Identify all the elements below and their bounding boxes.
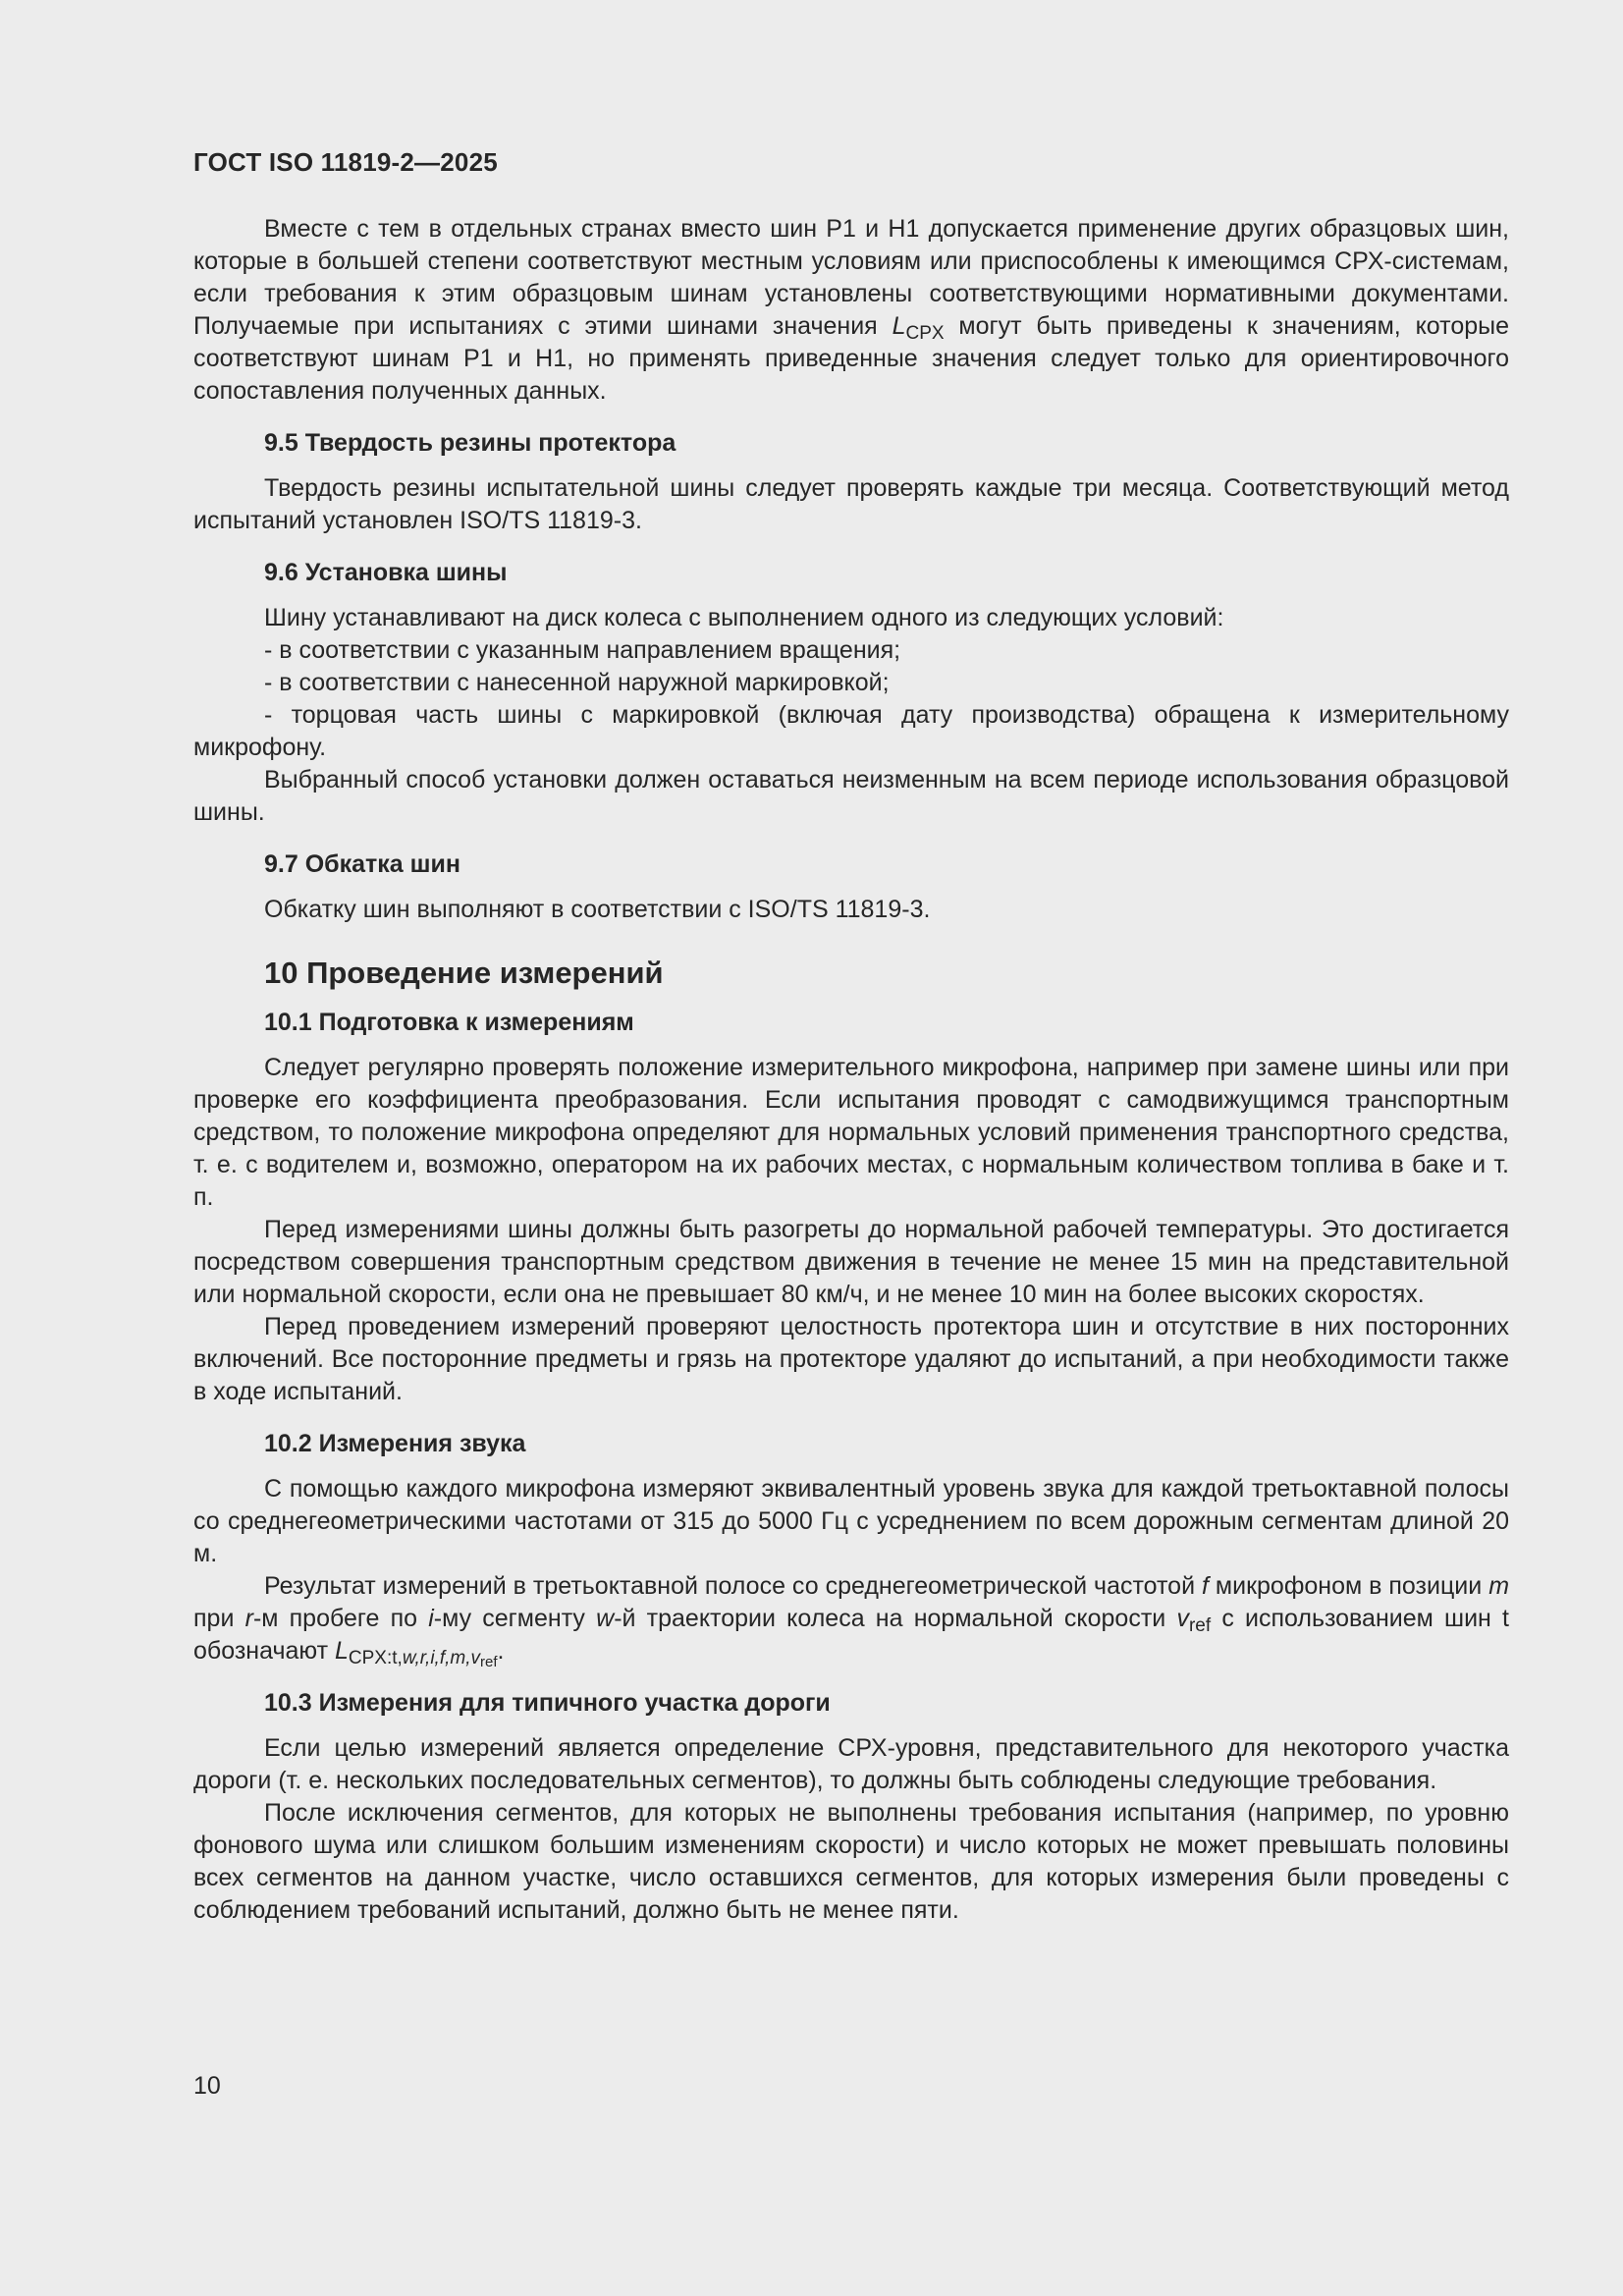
paragraph-10-3-1: Если целью измерений является определение СРХ-уровня, представительного для некоторого участка дороги (т. е. нескольких последовательных сегментов), то должны быть соблюдены следующие требования. [193, 1734, 1509, 1794]
list-item: - торцовая часть шины с маркировкой (включая дату производства) обращена к измерительному микрофону. [193, 701, 1509, 761]
subscript-ref: ref [480, 1654, 498, 1670]
symbol-f: f [1202, 1572, 1209, 1600]
text-run: -й траектории колеса на нормальной скорости [614, 1605, 1177, 1632]
text-run: с использованием шин t обозначают [193, 1605, 1509, 1665]
intro-paragraph [193, 213, 1509, 408]
document-header: ГОСТ ISO 11819-2—2025 [193, 147, 498, 177]
paragraph-9-6-intro: Шину устанавливают на диск колеса с выполнением одного из следующих условий: [264, 604, 1224, 631]
symbol-L: L [892, 312, 906, 340]
paragraph-9-7: Обкатку шин выполняют в соответствии с ISO/TS 11819-3. [264, 896, 931, 923]
paragraph-10-2-1: С помощью каждого микрофона измеряют эквивалентный уровень звука для каждой третьоктавной полосы со среднегеометрическими частотами от 315 до 5000 Гц с усреднением по всем дорожным сегментам длиной 20 м. [193, 1475, 1509, 1567]
text-run: при [193, 1605, 245, 1632]
subscript-cpx-index [349, 1648, 498, 1668]
heading-10-1: 10.1 Подготовка к измерениям [264, 1009, 634, 1036]
text-run: микрофоном в позиции [1208, 1572, 1489, 1600]
symbol-i: i [428, 1605, 434, 1632]
heading-10-3: 10.3 Измерения для типичного участка дороги [264, 1689, 831, 1717]
paragraph-10-1-1: Следует регулярно проверять положение измерительного микрофона, например при замене шины или при проверке его коэффициента преобразования. Если испытания проводят с самодвижущимся транспортным средством, то положение микрофона определяют для нормальных условий применения транспортного средства, т. е. с водителем и, возможно, оператором на их рабочих местах, с нормальным количеством топлива в баке и т. п. [193, 1054, 1509, 1211]
symbol-m: m [1488, 1572, 1510, 1600]
paragraph-10-3-2: После исключения сегментов, для которых не выполнены требования испытания (например, по уровню фонового шума или слишком большим изменениям скорости) и число которых не может превышать половины всех сегментов на данном участке, число оставшихся сегментов, для которых измерения были проведены с соблюдением требований испытаний, должно быть не менее пяти. [193, 1799, 1509, 1924]
text-run: . [497, 1637, 505, 1665]
symbol-L: L [335, 1637, 349, 1665]
page-content [193, 145, 1509, 1927]
intro-text-2: могут быть приведены к значениям, которые соответствуют шинам Р1 и Н1, но применять приведенные значения следует только для ориентировочного сопоставления полученных данных. [193, 312, 1510, 405]
heading-10: 10 Проведение измерений [264, 956, 664, 990]
text-run: -му сегменту [433, 1605, 597, 1632]
heading-9-6: 9.6 Установка шины [264, 559, 508, 586]
heading-9-5: 9.5 Твердость резины протектора [264, 429, 676, 457]
text-run: -м пробеге по [252, 1605, 429, 1632]
list-item: - в соответствии с указанным направлением вращения; [264, 636, 901, 664]
paragraph-9-5: Твердость резины испытательной шины следует проверять каждые три месяца. Соответствующий метод испытаний установлен ISO/TS 11819-3. [193, 474, 1509, 534]
symbol-v: v [1176, 1605, 1189, 1632]
subscript-italic-part: w,r,i,f,m,v [402, 1648, 480, 1668]
text-run: Результат измерений в третьоктавной полосе со среднегеометрической частотой [264, 1572, 1203, 1600]
intro-text-1: Вместе с тем в отдельных странах вместо шин Р1 и Н1 допускается применение других образцовых шин, которые в большей степени соответствуют местным условиям или приспособлены к имеющимся СРХ-системам, если требования к этим образцовым шинам установлены соответствующими нормативными документами. Получаемые при испытаниях с этими шинами значения [193, 215, 1509, 340]
heading-10-2: 10.2 Измерения звука [264, 1430, 526, 1457]
symbol-w: w [596, 1605, 615, 1632]
paragraph-10-2-2 [193, 1570, 1510, 1670]
symbol-r: r [244, 1605, 253, 1632]
heading-9-7: 9.7 Обкатка шин [264, 850, 460, 878]
subscript-cpx: CPX [905, 323, 945, 344]
paragraph-10-1-2: Перед измерениями шины должны быть разогреты до нормальной рабочей температуры. Это достигается посредством совершения транспортным средством движения в течение не менее 15 мин на представительной или нормальной скорости, если она не превышает 80 км/ч, и не менее 10 мин на более высоких скоростях. [193, 1216, 1509, 1308]
subscript-part: CPX:t, [348, 1648, 403, 1668]
page-number: 10 [193, 2072, 221, 2100]
paragraph-9-6-text: Выбранный способ установки должен оставаться неизменным на всем периоде использования образцовой шины. [193, 766, 1509, 826]
subscript-ref: ref [1188, 1615, 1212, 1636]
paragraph-10-1-3: Перед проведением измерений проверяют целостность протектора шин и отсутствие в них посторонних включений. Все посторонние предметы и грязь на протекторе удаляют до испытаний, а при необходимости также в ходе испытаний. [193, 1313, 1509, 1405]
list-item: - в соответствии с нанесенной наружной маркировкой; [264, 669, 890, 696]
